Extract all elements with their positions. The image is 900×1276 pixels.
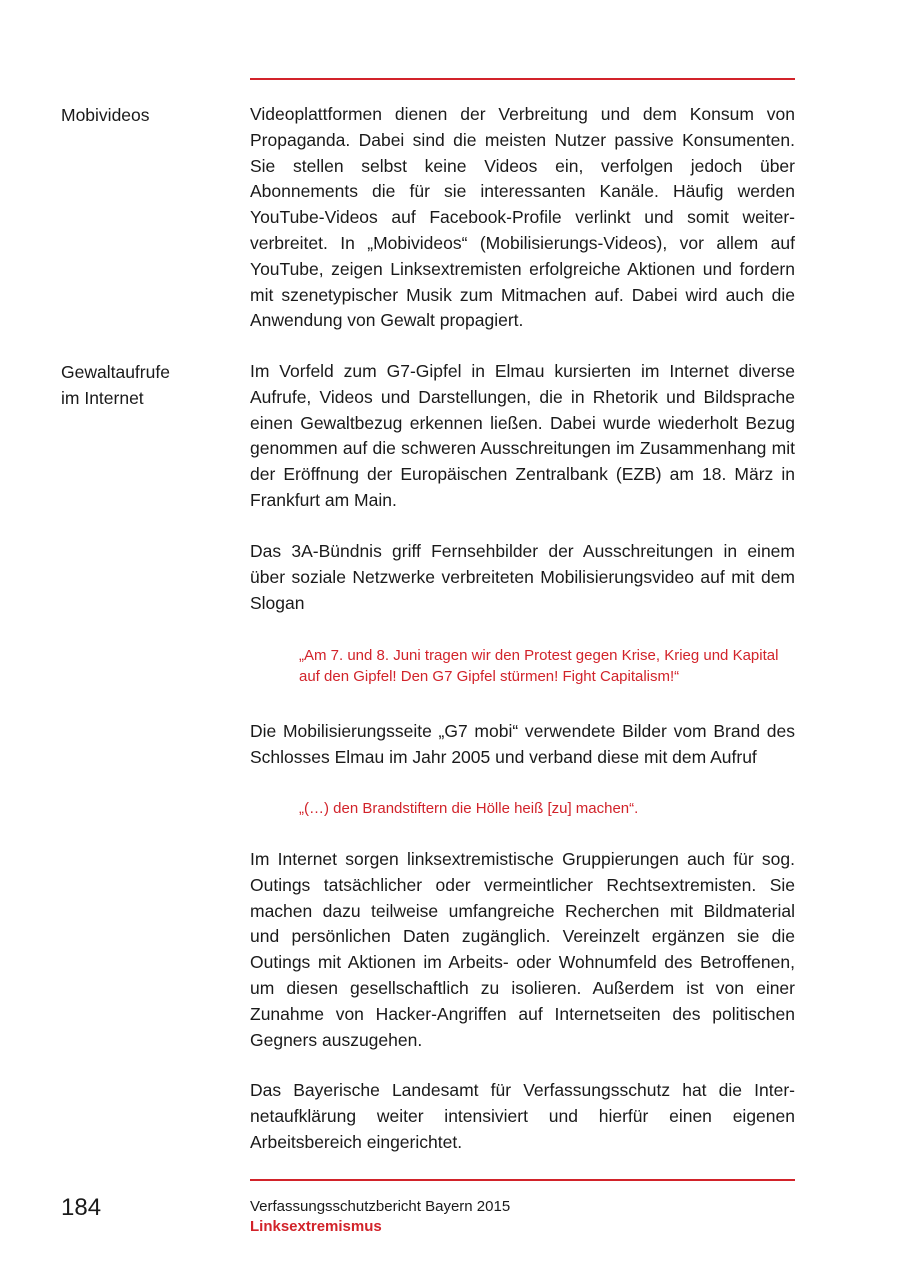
paragraph-g7-vorfeld (250, 359, 795, 514)
quote-slogan (299, 645, 799, 687)
paragraph-text: Die Mobilisierungsseite „G7 mobi“ verwendete Bilder vom Brand des Schlosses Elmau im Jahr 2005 und verband diese mit dem Aufruf (250, 721, 795, 767)
quote-aufruf (299, 798, 799, 819)
paragraph-outings (250, 847, 795, 1053)
footer-chapter-title: Linksextremismus (250, 1218, 382, 1235)
paragraph-text: Das 3A-Bündnis griff Fernsehbilder der Ausschreitungen in einem über soziale Netzwerke verbreiteten Mobilisierungsvideo auf mit dem Slogan (250, 541, 795, 613)
paragraph-g7-mobi (250, 719, 795, 771)
paragraph-text: Videoplattformen dienen der Verbreitung und dem Konsum von Propaganda. Dabei sind die meisten Nutzer passive Konsumenten. Sie stellen selbst keine Videos ein, verfolgen jedoch über Abonnements die für sie interessanten Kanäle. Häufig werden YouTube-Videos auf Facebook-Profile verlinkt und somit weiterverbreitet. In „Mobivideos“ (Mobilisierungs-Videos), vor allem auf YouTube, zeigen Linksextremisten erfolgreiche Aktionen und fordern mit szenetypischer Musik zum Mitmachen auf. Dabei wird auch die Anwendung von Gewalt propagiert. (250, 104, 795, 331)
margin-label-line2: im Internet (61, 388, 144, 408)
top-rule (250, 78, 795, 80)
paragraph-mobivideos (250, 102, 795, 334)
margin-label-mobivideos (61, 102, 236, 128)
quote-text: „Am 7. und 8. Juni tragen wir den Protest gegen Krise, Krieg und Kapital auf den Gipfel! Den G7 Gipfel stürmen! Fight Capitalism!“ (299, 647, 779, 685)
bottom-rule (250, 1179, 795, 1181)
footer-publication-title: Verfassungsschutzbericht Bayern 2015 (250, 1198, 511, 1215)
paragraph-landesamt (250, 1078, 795, 1155)
margin-label-gewaltaufrufe (61, 359, 236, 411)
quote-text: „(…) den Brandstiftern die Hölle heiß [zu] machen“. (299, 800, 639, 817)
paragraph-text: Im Vorfeld zum G7-Gipfel in Elmau kursierten im Internet diverse Aufrufe, Videos und Darstellungen, die in Rhetorik und Bildsprache einen Gewaltbezug erkennen ließen. Dabei wurde wiederholt Bezug genommen auf die schweren Ausschreitungen im Zusammenhang mit der Eröffnung der Europäischen Zentralbank (EZB) am 18. März in Frankfurt am Main. (250, 361, 795, 510)
margin-label-text: Mobivideos (61, 105, 150, 125)
paragraph-text: Das Bayerische Landesamt für Verfassungsschutz hat die Internetaufklärung weiter intensiviert und hierfür einen eigenen Arbeitsbereich eingerichtet. (250, 1080, 795, 1152)
page-number: 184 (61, 1194, 102, 1221)
margin-label-line1: Gewaltaufrufe (61, 362, 170, 382)
paragraph-text: Im Internet sorgen linksextremistische Gruppierungen auch für sog. Outings tatsächlicher oder vermeintlicher Rechtsextremisten. Sie machen dazu teilweise umfangreiche Recherchen mit Bildmaterial und persönlichen Daten zugänglich. Vereinzelt ergänzen sie die Outings mit Aktionen im Arbeits- oder Wohnumfeld des Betroffenen, um diesen gesellschaftlich zu isolieren. Außerdem ist von einer Zunahme von Hacker-Angriffen auf Internetseiten des politischen Gegners auszugehen. (250, 849, 795, 1050)
paragraph-3a-buendnis (250, 539, 795, 616)
